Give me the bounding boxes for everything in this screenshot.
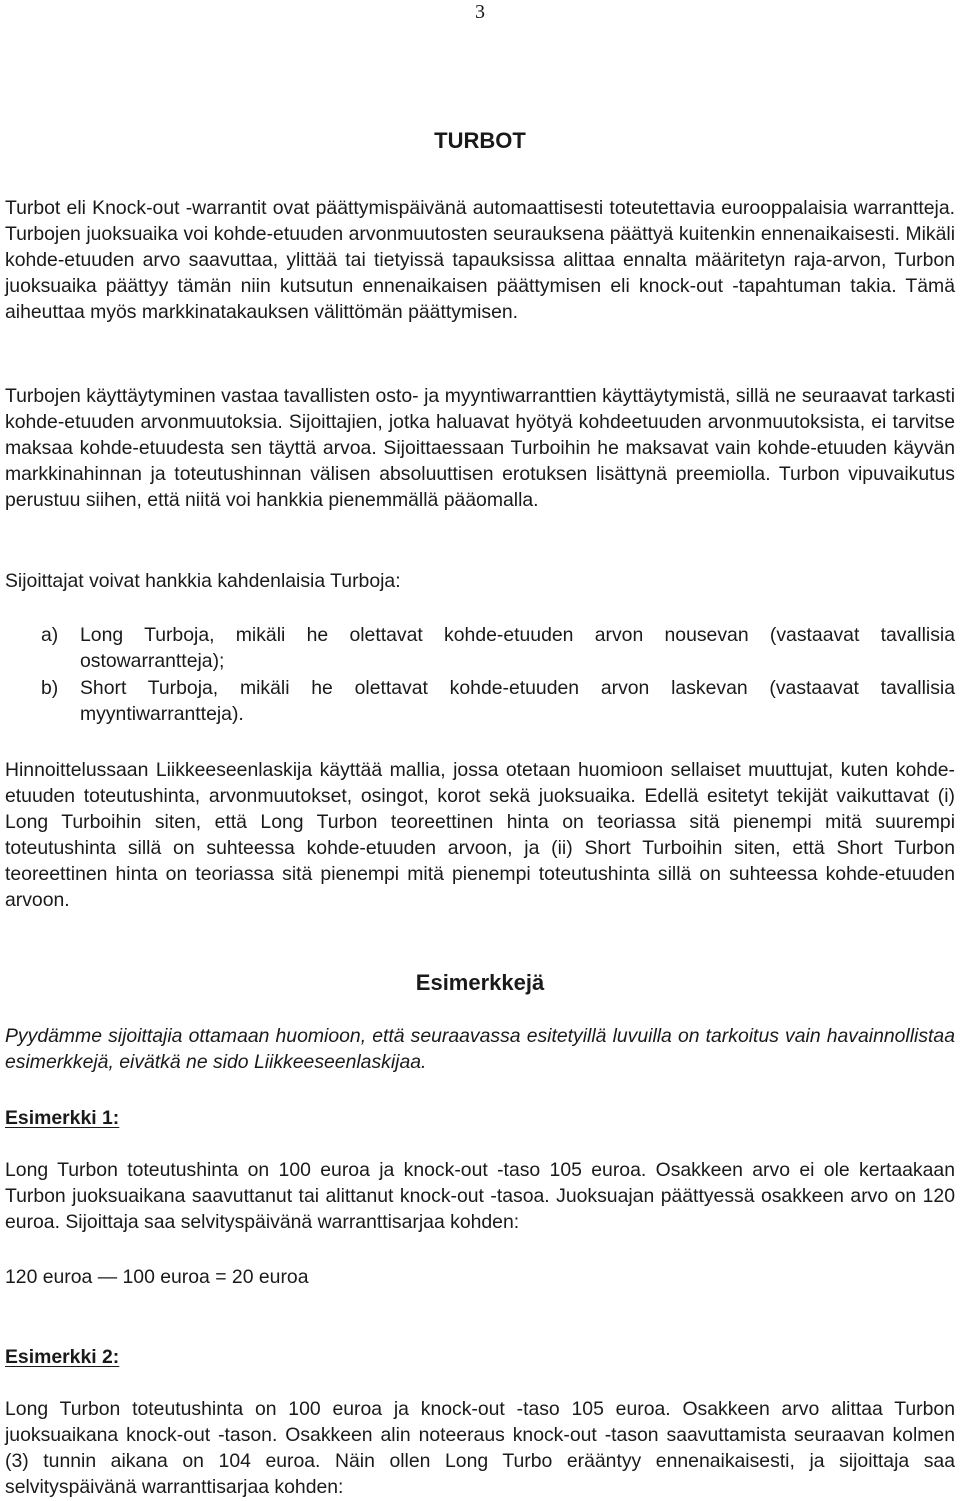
section-title: TURBOT — [434, 128, 526, 153]
example-1-title: Esimerkki 1: — [5, 1107, 120, 1129]
example-2-text: Long Turbon toteutushinta on 100 euroa ja knock-out -taso 105 euroa. Osakkeen arvo alittaa Turbon juoksuaikana knock-out -tason. Osakkeen alin noteeraus knock-out -tason saavuttamista seuraavan kolmen (3) tunnin aikana on 104 euroa. Näin ollen Long Turbo erääntyy ennenaikaisesti, ja sijoittaja saa selvityspäivänä warranttisarjaa kohden: — [5, 1398, 955, 1498]
intro-paragraph: Turbot eli Knock-out -warrantit ovat päättymispäivänä automaattisesti toteutettavia eurooppalaisia warrantteja. Turbojen juoksuaika voi kohde-etuuden arvonmuutosten seurauksena päättyä kuitenkin ennenaikaisesti. Mikäli kohde-etuuden arvo saavuttaa, ylittää tai tietyissä tapauksissa alittaa ennalta määritetyn raja-arvon, Turbon juoksuaika päättyy tämän niin kutsutun ennenaikaisen päättymisen eli knock-out -tapahtuman takia. Tämä aiheuttaa myös markkinatakauksen välittömän päättymisen. — [5, 197, 955, 323]
list-item-text: Long Turboja, mikäli he olettavat kohde-etuuden arvon nousevan (vastaavat tavallisia ostowarrantteja); — [80, 624, 955, 672]
examples-title: Esimerkkejä — [415, 970, 545, 995]
list-marker: b) — [41, 677, 59, 699]
example-1-text: Long Turbon toteutushinta on 100 euroa ja knock-out -taso 105 euroa. Osakkeen arvo ei ole kertaakaan Turbon juoksuaikana saavuttanut tai alittanut knock-out -tasoa. Juoksuajan päättyessä osakkeen arvo on 120 euroa. Sijoittaja saa selvityspäivänä warranttisarjaa kohden: — [5, 1159, 955, 1233]
behaviour-paragraph: Turbojen käyttäytyminen vastaa tavallisten osto- ja myyntiwarranttien käyttäytymistä, sillä ne seuraavat tarkasti kohde-etuuden arvonmuutoksia. Sijoittajien, jotka haluavat hyötyä kohdeetuuden arvonmuutoksista, ei tarvitse maksaa kohde-etuudesta sen täyttä arvoa. Sijoittaessaan Turboihin he maksavat vain kohde-etuuden käyvän markkinahinnan ja toteutushinnan välisen absoluuttisen erotuksen lisättynä preemiolla. Turbon vipuvaikutus perustuu siihen, että niitä voi hankkia pienemmällä pääomalla. — [5, 385, 955, 511]
example-1-calculation: 120 euroa — 100 euroa = 20 euroa — [5, 1266, 309, 1288]
example-2-title: Esimerkki 2: — [5, 1346, 120, 1368]
disclaimer-paragraph: Pyydämme sijoittajia ottamaan huomioon, että seuraavassa esitetyillä luvuilla on tarkoitus vain havainnollistaa esimerkkejä, eivätkä ne sido Liikkeeseenlaskijaa. — [5, 1025, 955, 1073]
page-number: 3 — [475, 1, 485, 23]
list-marker: a) — [41, 624, 59, 646]
pricing-paragraph: Hinnoittelussaan Liikkeeseenlaskija käyttää mallia, jossa otetaan huomioon sellaiset muuttujat, kuten kohde-etuuden toteutushinta, arvonmuutokset, osingot, korot sekä juoksuaika. Edellä esitetyt tekijät vaikuttavat (i) Long Turboihin siten, että Long Turbon teoreettinen hinta on teoriassa sitä pienempi mitä suurempi toteutushinta sillä on suhteessa kohde-etuuden arvoon, ja (ii) Short Turboihin siten, että Short Turbon teoreettinen hinta on teoriassa sitä pienempi mitä pienempi toteutushinta sillä on suhteessa kohde-etuuden arvoon. — [5, 759, 955, 911]
turbo-types-intro: Sijoittajat voivat hankkia kahdenlaisia Turboja: — [5, 570, 401, 592]
list-item-text: Short Turboja, mikäli he olettavat kohde-etuuden arvon laskevan (vastaavat tavallisia myyntiwarrantteja). — [80, 677, 955, 725]
